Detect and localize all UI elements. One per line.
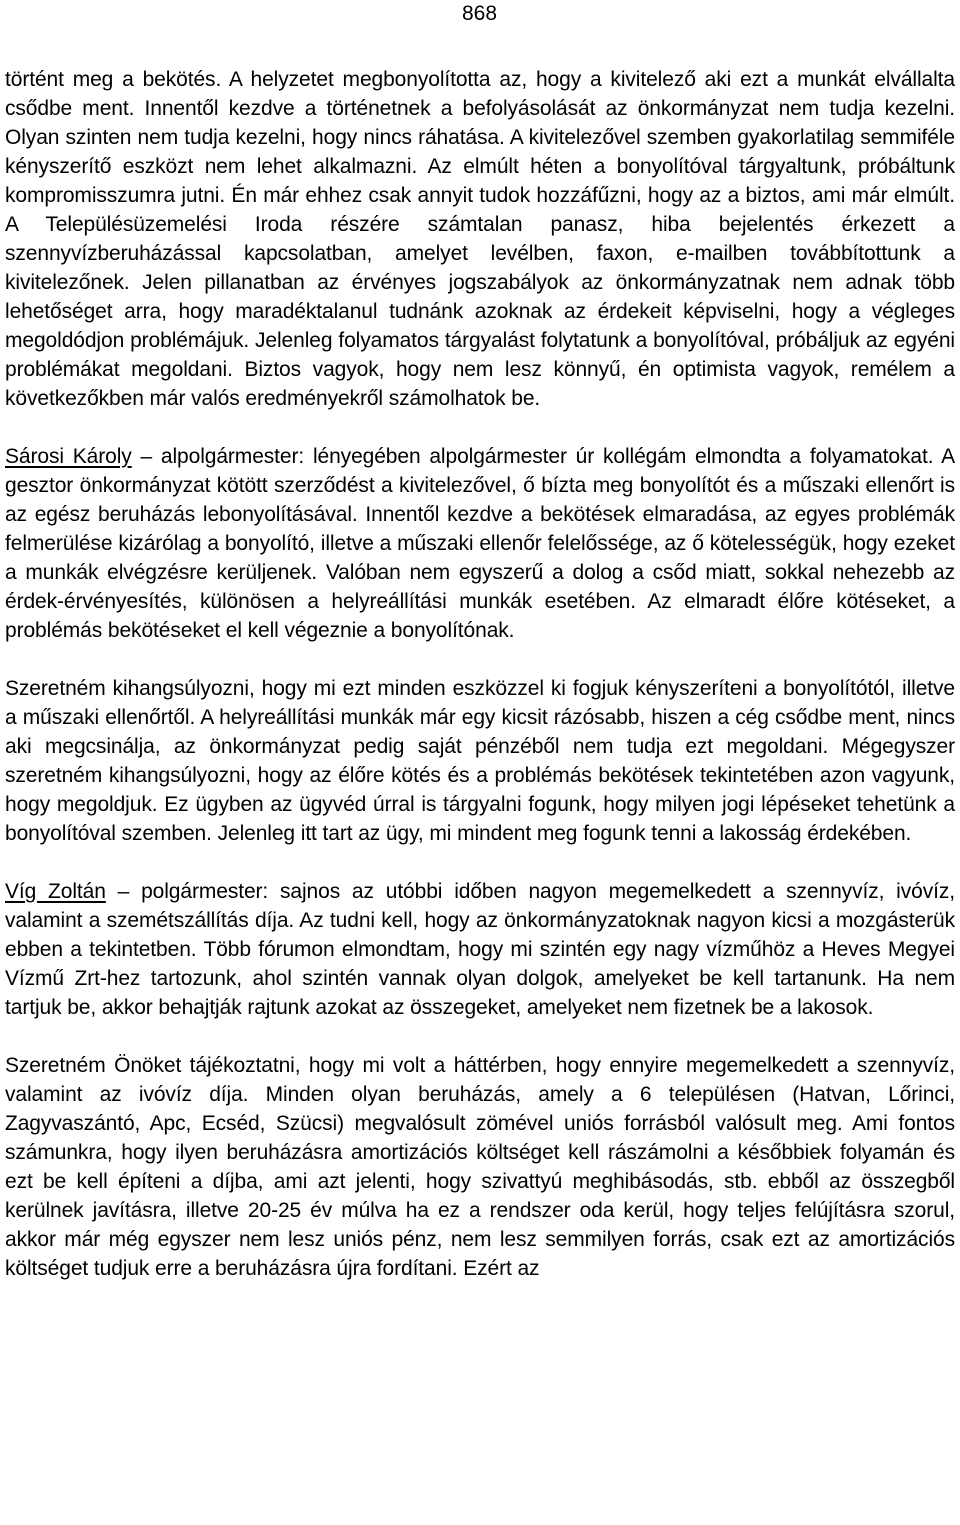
speaker-name: Víg Zoltán <box>5 880 106 903</box>
paragraph-text: – polgármester: sajnos az utóbbi időben nagyon megemelkedett a szennyvíz, ivóvíz, valamint a szemétszállítás díja. Az tudni kell, hogy az önkormányzatoknak nagyon kicsi a mozgásterük ebben a tekintetben. Több fórumon elmondtam, hogy mi szintén egy nagy vízműhöz a Heves Megyei Vízmű Zrt-hez tartozunk, ahol szintén vannak olyan dolgok, amelyeket be kell tartanunk. Ha nem tartjuk be, akkor behajtják rajtunk azokat az összegeket, amelyeket nem fizetnek be a lakosok. <box>5 880 955 1019</box>
paragraph-2 <box>5 442 955 645</box>
paragraph-5 <box>5 1051 955 1283</box>
paragraph-text: Szeretném kihangsúlyozni, hogy mi ezt minden eszközzel ki fogjuk kényszeríteni a bonyolítótól, illetve a műszaki ellenőrtől. A helyreállítási munkák már egy kicsit rázósabb, hiszen a cég csődbe ment, nincs aki megcsinálja, az önkormányzat pedig saját pénzéből nem tudja ezt megoldani. Mégegyszer szeretném kihangsúlyozni, hogy az élőre kötés és a problémás bekötések tekintetében azon vagyunk, hogy megoldjuk. Ez ügyben az ügyvéd úrral is tárgyalni fogunk, hogy milyen jogi lépéseket tehetünk a bonyolítóval szemben. Jelenleg itt tart az ügy, mi mindent meg fogunk tenni a lakosság érdekében. <box>5 677 955 845</box>
speaker-name: Sárosi Károly <box>5 445 132 468</box>
paragraph-text: történt meg a bekötés. A helyzetet megbonyolította az, hogy a kivitelező aki ezt a munkát elvállalta csődbe ment. Innentől kezdve a történetnek a befolyásolását az önkormányzat nem tudja kezelni. Olyan szinten nem tudja kezelni, hogy nincs ráhatása. A kivitelezővel szemben gyakorlatilag semmiféle kényszerítő eszközt nem lehet alkalmazni. Az elmúlt héten a bonyolítóval tárgyaltunk, próbáltunk kompromisszumra jutni. Én már ehhez csak annyit tudok hozzáfűzni, hogy az a biztos, ami már elmúlt. A Településüzemelési Iroda részére számtalan panasz, hiba bejelentés érkezett a szennyvízberuházással kapcsolatban, amelyet levélben, faxon, e-mailben továbbítottunk a kivitelezőnek. Jelen pillanatban az érvényes jogszabályok az önkormányzatnak nem adnak több lehetőséget arra, hogy maradéktalanul tudnánk azoknak az érdekeit képviselni, hogy a végleges megoldódjon problémájuk. Jelenleg folyamatos tárgyalást folytatunk a bonyolítóval, próbáljuk az egyéni problémákat megoldani. Biztos vagyok, hogy nem lesz könnyű, én optimista vagyok, remélem a következőkben már valós eredményekről számolhatok be. <box>5 68 955 410</box>
paragraph-4 <box>5 877 955 1022</box>
paragraph-1 <box>5 65 955 413</box>
paragraph-text: – alpolgármester: lényegében alpolgármester úr kollégám elmondta a folyamatokat. A gesztor önkormányzat kötött szerződést a kivitelezővel, ő bízta meg bonyolítót és a műszaki ellenőrt is az egész beruházás lebonyolításával. Innentől kezdve a bekötések elmaradása, az egyes problémák felmerülése kizárólag a bonyolító, illetve a műszaki ellenőr felelőssége, az ő kötelességük, hogy ezeket a munkák elvégzésre kerüljenek. Valóban nem egyszerű a dolog a csőd miatt, sokkal nehezebb az érdek-érvényesítés, különösen a helyreállítási munkák esetében. Az elmaradt élőre kötéseket, a problémás bekötéseket el kell végeznie a bonyolítónak. <box>5 445 955 642</box>
paragraph-text: Szeretném Önöket tájékoztatni, hogy mi volt a háttérben, hogy ennyire megemelkedett a szennyvíz, valamint az ivóvíz díja. Minden olyan beruházás, amely a 6 településen (Hatvan, Lőrinci, Zagyvaszántó, Apc, Ecséd, Szücsi) megvalósult zömével uniós forrásból valósult meg. Ami fontos számunkra, hogy ilyen beruházásra amortizációs költséget kell rászámolni a későbbiek folyamán és ezt be kell építeni a díjba, ami azt jelenti, hogy szivattyú meghibásodás, stb. ebből az összegből kerülnek javításra, illetve 20-25 év múlva ha ez a rendszer oda kerül, hogy teljes felújításra szorul, akkor már még egyszer nem lesz uniós pénz, nem lesz semmilyen forrás, csak ezt az amortizációs költséget tudjuk erre a beruházásra újra fordítani. Ezért az <box>5 1054 955 1280</box>
document-body <box>5 65 955 1283</box>
paragraph-3 <box>5 674 955 848</box>
page-number: 868 <box>462 2 498 25</box>
